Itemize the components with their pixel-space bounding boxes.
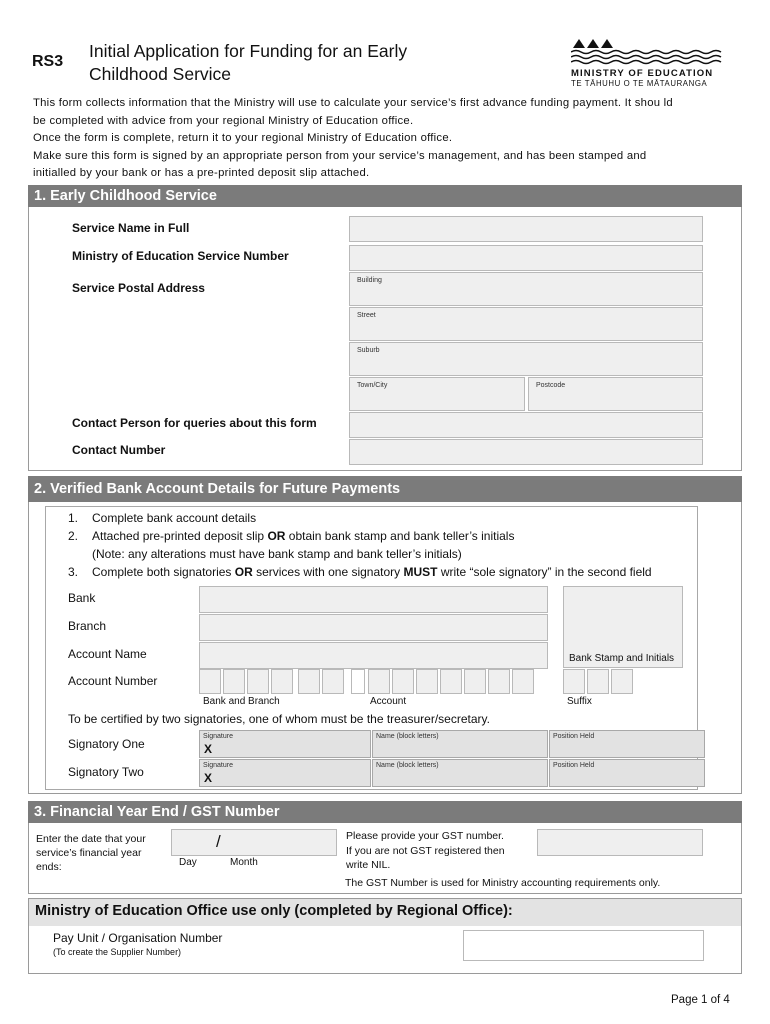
signatory-one-label: Signatory One [68, 737, 145, 751]
postcode-input[interactable] [528, 377, 703, 411]
position-caption: Position Held [553, 762, 595, 769]
pay-unit-note: (To create the Supplier Number) [53, 947, 182, 957]
instruction-list [68, 509, 652, 581]
list-item: 2. Attached pre-printed deposit slip OR obtain bank stamp and bank teller’s initials [68, 529, 515, 543]
signatory-one-signature[interactable] [199, 730, 371, 758]
ministry-logo-maori-name: TE TĀHUHU O TE MĀTAURANGA [571, 79, 708, 88]
service-name-label: Service Name in Full [72, 221, 190, 235]
signatory-two-label: Signatory Two [68, 765, 144, 779]
account-digit-cell[interactable] [322, 669, 344, 694]
account-name-input[interactable] [199, 642, 548, 669]
suffix-caption: Suffix [567, 696, 592, 707]
office-use-title: Ministry of Education Office use only (completed by Regional Office): [35, 903, 513, 919]
name-caption: Name (block letters) [376, 733, 439, 740]
intro-text [33, 95, 738, 183]
account-digit-cell[interactable] [392, 669, 414, 694]
form-title-line2: Childhood Service [89, 64, 232, 84]
pay-unit-label: Pay Unit / Organisation Number [53, 931, 223, 945]
bank-input[interactable] [199, 586, 548, 613]
account-digit-cell[interactable] [440, 669, 462, 694]
ministry-logo-mark-icon [571, 38, 723, 68]
signature-x-mark: X [204, 742, 213, 756]
account-digit-cell[interactable] [368, 669, 390, 694]
bank-stamp-caption: Bank Stamp and Initials [569, 653, 675, 664]
section1-header: 1. Early Childhood Service [28, 185, 742, 207]
service-name-input[interactable] [349, 216, 703, 242]
financial-year-date-input[interactable] [171, 829, 337, 856]
gst-note: The GST Number is used for Ministry accounting requirements only. [345, 877, 661, 889]
list-item: 3. Complete both signatories OR services with one signatory MUST write “sole signatory” in the second field [68, 565, 652, 579]
suffix-digit-cell[interactable] [611, 669, 633, 694]
building-input[interactable] [349, 272, 703, 306]
intro-line: initialled by your bank or has a pre-printed deposit slip attached. [33, 167, 370, 179]
pay-unit-input[interactable] [463, 930, 704, 961]
town-caption: Town/City [357, 382, 388, 389]
contact-number-input[interactable] [349, 439, 703, 465]
service-number-input[interactable] [349, 245, 703, 271]
ministry-logo-name: MINISTRY OF EDUCATION [571, 68, 714, 79]
suburb-input[interactable] [349, 342, 703, 376]
gst-number-input[interactable] [537, 829, 703, 856]
form-title-line1: Initial Application for Funding for an Early [89, 41, 408, 61]
bank-branch-caption: Bank and Branch [203, 696, 280, 707]
intro-line: Once the form is complete, return it to your regional Ministry of Education office. [33, 132, 453, 144]
postal-address-label: Service Postal Address [72, 281, 205, 295]
account-name-label: Account Name [68, 647, 147, 661]
section3-header: 3. Financial Year End / GST Number [28, 801, 742, 823]
account-digit-cell[interactable] [247, 669, 269, 694]
intro-line: This form collects information that the Ministry will use to calculate your service’s first advance funding payment. It shou ld [33, 97, 673, 109]
contact-person-input[interactable] [349, 412, 703, 438]
branch-label: Branch [68, 619, 107, 633]
street-caption: Street [357, 312, 376, 319]
intro-line: Make sure this form is signed by an appropriate person from your service’s management, and has been stamped and [33, 149, 647, 162]
month-caption: Month [230, 857, 258, 868]
position-caption: Position Held [553, 733, 595, 740]
certify-text: To be certified by two signatories, one of whom must be the treasurer/secretary. [68, 712, 490, 726]
street-input[interactable] [349, 307, 703, 341]
branch-input[interactable] [199, 614, 548, 641]
account-digit-cell[interactable] [223, 669, 245, 694]
signatory-two-signature[interactable] [199, 759, 371, 787]
contact-person-label: Contact Person for queries about this form [72, 416, 317, 430]
account-digit-cell[interactable] [512, 669, 534, 694]
page-number: Page 1 of 4 [671, 994, 730, 1006]
account-digit-cell[interactable] [298, 669, 320, 694]
gst-instructions: Please provide your GST number. If you are not GST registered then write NIL. [346, 830, 505, 871]
account-caption: Account [370, 696, 407, 707]
ministry-logo [571, 38, 723, 90]
signatory-one-position[interactable] [549, 730, 705, 758]
suffix-digit-cell[interactable] [587, 669, 609, 694]
date-question: Enter the date that your service’s financial year ends: [36, 833, 146, 873]
signature-caption: Signature [203, 733, 233, 740]
list-item: (Note: any alterations must have bank stamp and bank teller’s initials) [92, 547, 462, 561]
account-digit-cell[interactable] [199, 669, 221, 694]
account-separator [351, 669, 365, 694]
account-digit-cell[interactable] [464, 669, 486, 694]
account-digit-cell[interactable] [271, 669, 293, 694]
date-slash: / [216, 832, 221, 851]
signature-x-mark: X [204, 771, 213, 785]
signatory-two-position[interactable] [549, 759, 705, 787]
list-item: 1. Complete bank account details [68, 511, 257, 525]
suburb-caption: Suburb [357, 347, 380, 354]
signatory-one-name[interactable] [372, 730, 548, 758]
suffix-digit-cell[interactable] [563, 669, 585, 694]
account-digit-cell[interactable] [416, 669, 438, 694]
signatory-two-name[interactable] [372, 759, 548, 787]
service-number-label: Ministry of Education Service Number [72, 249, 289, 263]
contact-number-label: Contact Number [72, 443, 166, 457]
day-caption: Day [179, 857, 197, 868]
signature-caption: Signature [203, 762, 233, 769]
building-caption: Building [357, 277, 382, 284]
section2-header: 2. Verified Bank Account Details for Future Payments [28, 476, 742, 502]
bank-stamp-box[interactable] [563, 586, 683, 668]
form-code: RS3 [32, 53, 64, 70]
intro-line: be completed with advice from your regional Ministry of Education office. [33, 114, 414, 127]
bank-label: Bank [68, 591, 96, 605]
town-input[interactable] [349, 377, 525, 411]
account-digit-cell[interactable] [488, 669, 510, 694]
postcode-caption: Postcode [536, 382, 566, 389]
account-number-label: Account Number [68, 674, 158, 688]
name-caption: Name (block letters) [376, 762, 439, 769]
